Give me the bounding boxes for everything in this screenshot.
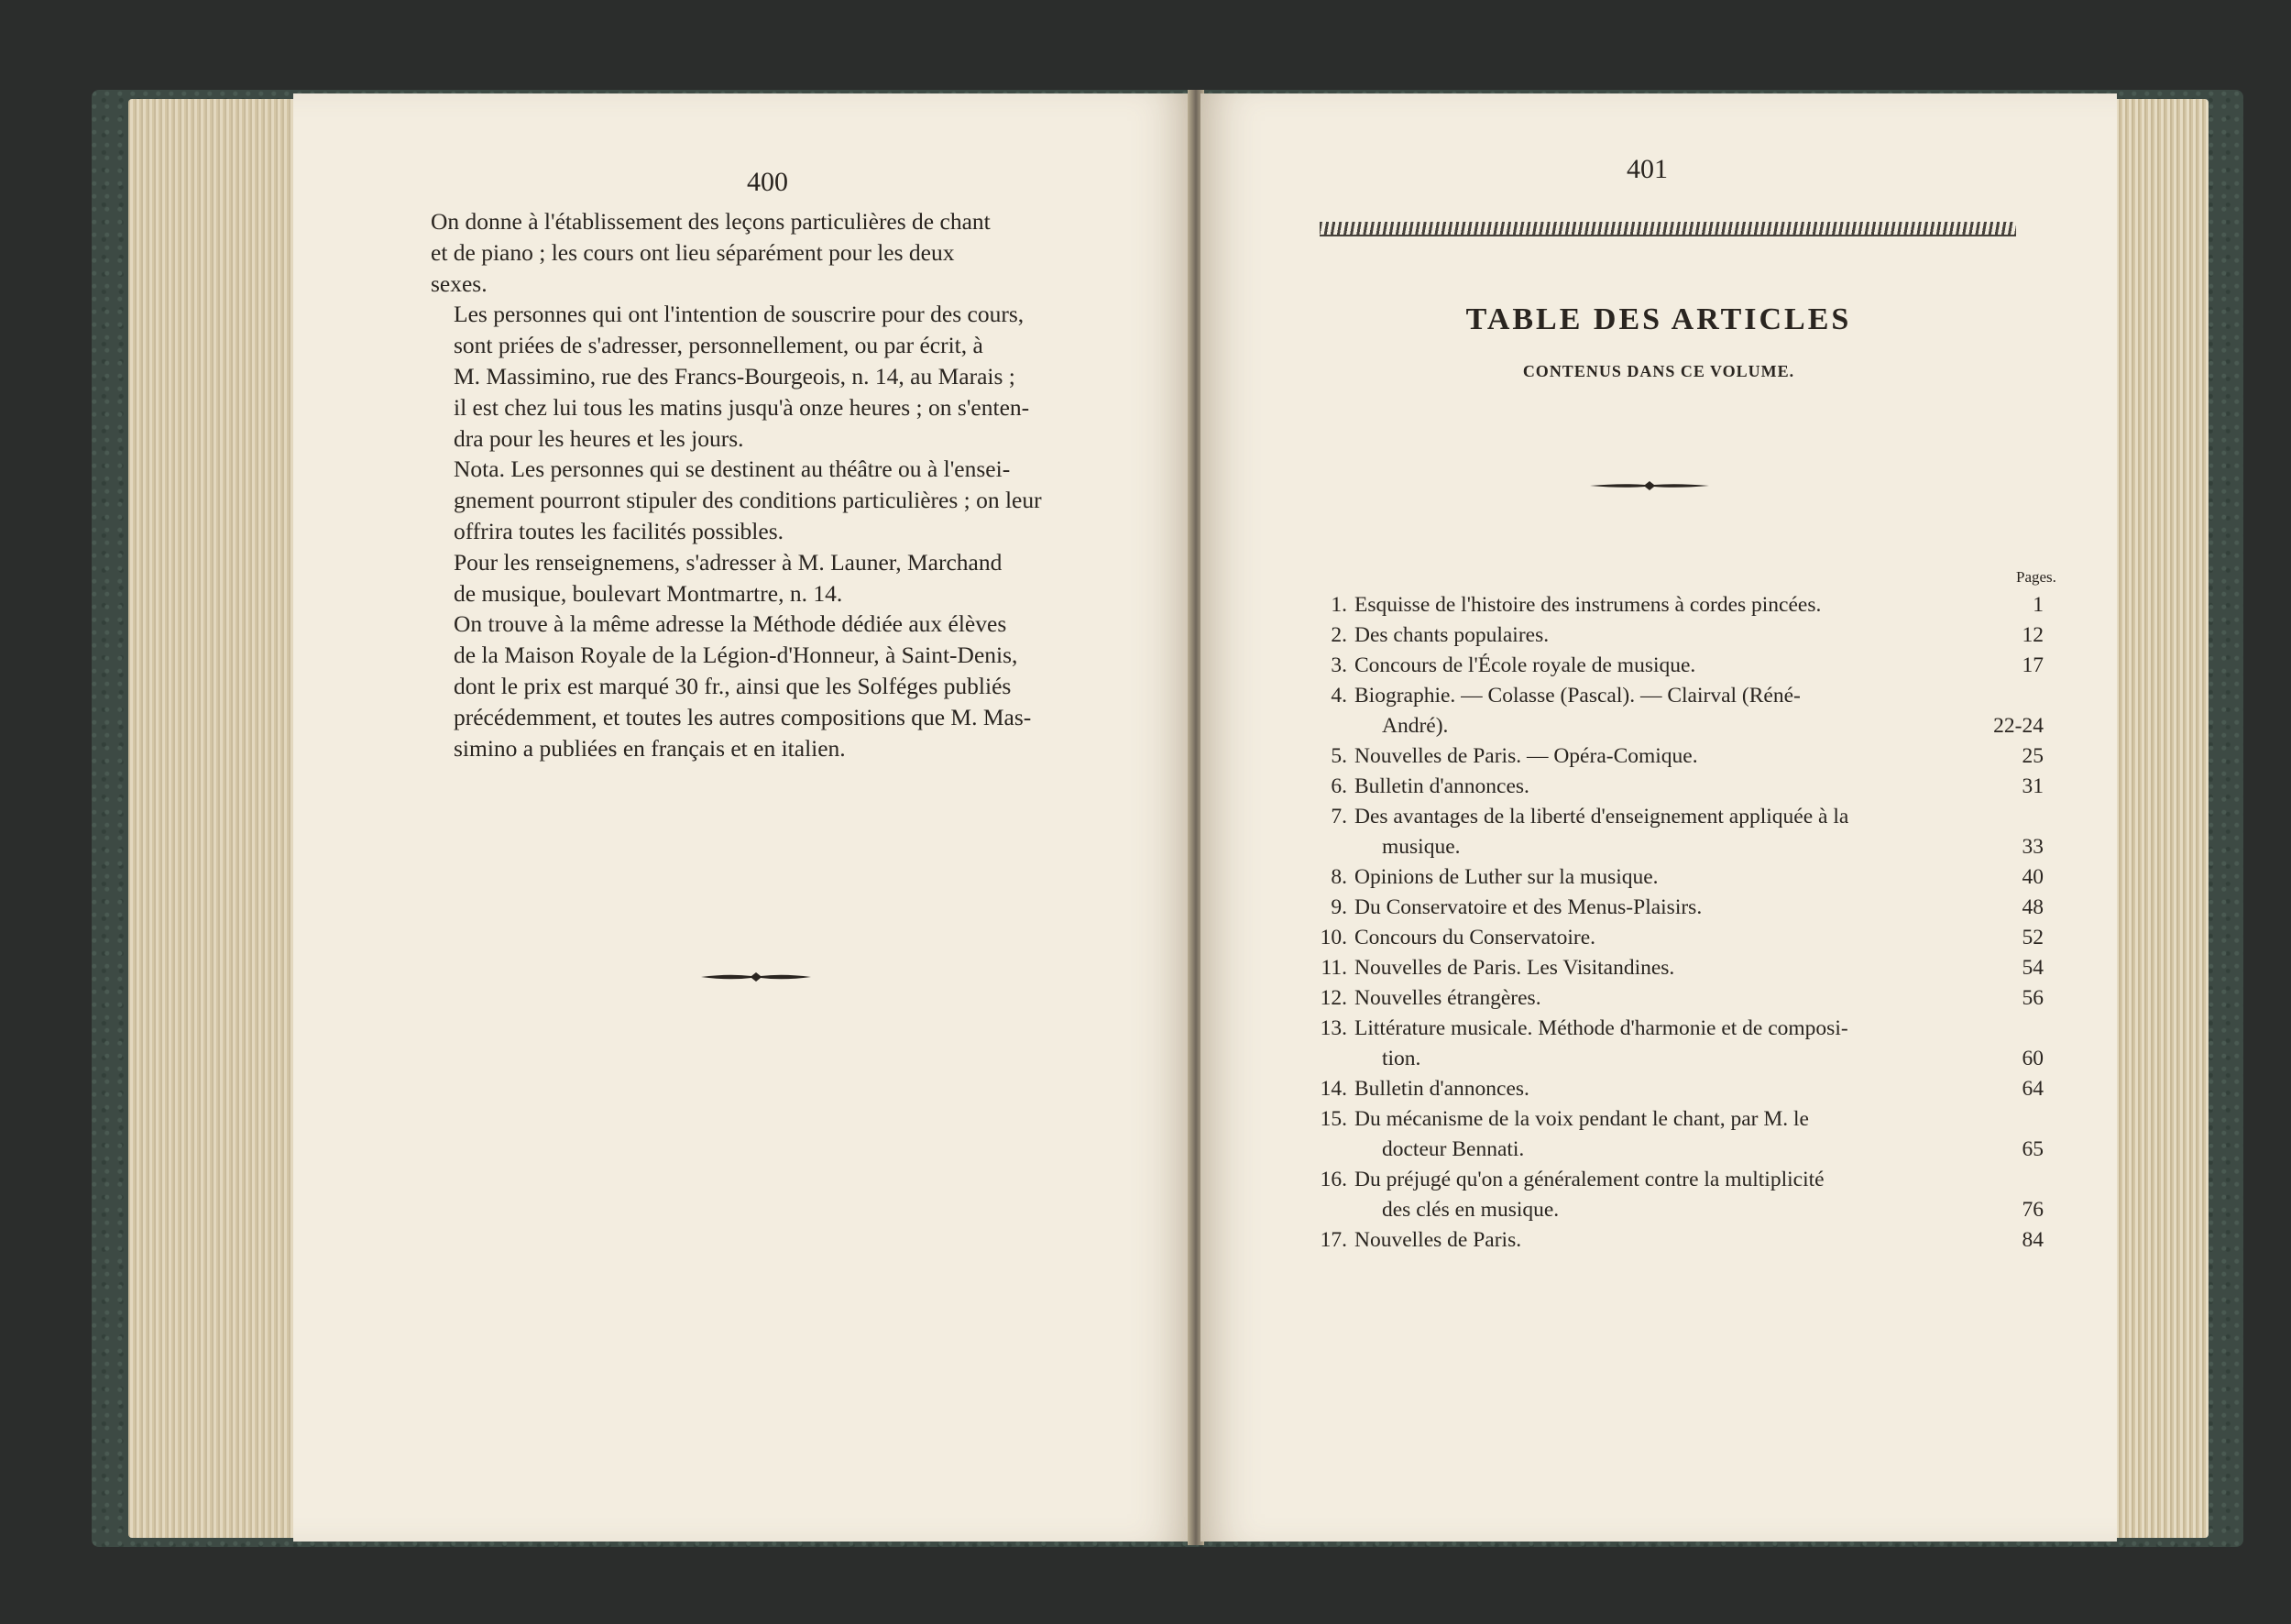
ornament-divider-left [701, 971, 811, 982]
toc-entry-line: Esquisse de l'histoire des instrumens à cordes pincées. [1354, 593, 1822, 617]
toc-entry-line: Concours du Conservatoire. [1354, 926, 1596, 949]
paragraph-1 [431, 206, 1118, 299]
toc-title: TABLE DES ARTICLES [1465, 302, 1852, 336]
toc-entry-page: 22-24 [1993, 714, 2044, 738]
wavy-rule [1320, 222, 2016, 236]
toc-entry-title [1354, 741, 2034, 772]
toc-entry-page: 17 [2022, 653, 2044, 677]
toc-entry-title [1354, 681, 2034, 741]
toc-entry-title [1354, 923, 2034, 953]
toc-entry [1301, 741, 2044, 772]
toc-entry-line: Opinions de Luther sur la musique. [1354, 865, 1659, 889]
toc-entry-page: 31 [2022, 774, 2044, 798]
toc-entry-page: 65 [2022, 1137, 2044, 1161]
toc-entry [1301, 983, 2044, 1014]
text-line: On donne à l'établissement des leçons particulières de chant [431, 208, 991, 235]
toc-entry-line: Du Conservatoire et des Menus-Plaisirs. [1354, 895, 1703, 919]
toc-entry-number: 17. [1320, 1228, 1347, 1252]
toc-entry [1301, 681, 2044, 741]
toc-entry [1301, 802, 2044, 862]
toc-list [1301, 590, 2044, 1256]
toc-entry-line: Littérature musicale. Méthode d'harmonie et de composi- [1354, 1016, 1848, 1040]
toc-entry-line: Biographie. — Colasse (Pascal). — Clairval (Réné- [1354, 684, 1801, 708]
ornament-divider-right [1590, 480, 1709, 491]
toc-entry-number: 6. [1331, 774, 1347, 798]
toc-entry-title [1354, 772, 2034, 802]
text-line: il est chez lui tous les matins jusqu'à onze heures ; on s'enten- [454, 393, 1030, 421]
toc-entry-page: 84 [2022, 1228, 2044, 1252]
text-line: et de piano ; les cours ont lieu séparément pour les deux [431, 238, 955, 266]
toc-entry-number: 14. [1320, 1077, 1347, 1101]
paragraph-4 [431, 547, 1118, 609]
text-line: simino a publiées en français et en italien. [454, 734, 846, 762]
toc-entry-title [1354, 862, 2034, 893]
toc-entry [1301, 1225, 2044, 1256]
toc-subtitle: CONTENUS DANS CE VOLUME. [1522, 362, 1795, 380]
toc-entry-title [1354, 802, 2034, 862]
toc-entry-line: Du préjugé qu'on a généralement contre la multiplicité [1354, 1168, 1825, 1191]
toc-entry-page: 25 [2022, 744, 2044, 768]
toc-entry-line: Bulletin d'annonces. [1354, 774, 1529, 798]
toc-entry [1301, 862, 2044, 893]
toc-entry [1301, 1074, 2044, 1104]
toc-entry [1301, 651, 2044, 681]
toc-entry-page: 40 [2022, 865, 2044, 889]
left-page [293, 93, 1191, 1542]
toc-entry-line: tion. [1382, 1047, 1421, 1070]
toc-entry-title [1354, 1104, 2034, 1165]
text-line: dont le prix est marqué 30 fr., ainsi que les Solféges publiés [454, 672, 1012, 699]
toc-entry-title [1354, 1225, 2034, 1256]
page-number-left: 400 [747, 167, 788, 197]
left-page-text [431, 206, 1118, 763]
toc-entry [1301, 893, 2044, 923]
toc-entry-title [1354, 953, 2034, 983]
text-line: offrira toutes les facilités possibles. [454, 517, 784, 544]
page-edges-left [128, 99, 298, 1538]
paragraph-5 [431, 609, 1118, 763]
toc-entry-line: Nouvelles de Paris. [1354, 1228, 1522, 1252]
toc-entry-page: 56 [2022, 986, 2044, 1010]
toc-entry-page: 60 [2022, 1047, 2044, 1070]
toc-entry-number: 16. [1320, 1168, 1347, 1191]
toc-entry-number: 11. [1321, 956, 1347, 980]
right-page [1200, 93, 2117, 1542]
text-line: de la Maison Royale de la Légion-d'Honneur, à Saint-Denis, [454, 642, 1018, 669]
toc-entry-title [1354, 1074, 2034, 1104]
paragraph-3 [431, 454, 1118, 546]
toc-entry [1301, 1104, 2044, 1165]
text-line: Pour les renseignemens, s'adresser à M. Launer, Marchand [454, 548, 1003, 576]
toc-entry-number: 7. [1331, 805, 1347, 828]
toc-entry-page: 12 [2022, 623, 2044, 647]
toc-entry [1301, 590, 2044, 620]
text-line: gnement pourront stipuler des conditions particulières ; on leur [454, 487, 1042, 514]
toc-entry-number: 4. [1331, 684, 1347, 708]
toc-entry-number: 9. [1331, 895, 1347, 919]
toc-entry-page: 52 [2022, 926, 2044, 949]
toc-entry-title [1354, 1165, 2034, 1225]
toc-entry-number: 8. [1331, 865, 1347, 889]
toc-entry [1301, 953, 2044, 983]
toc-entry-number: 13. [1320, 1016, 1347, 1040]
toc-entry [1301, 620, 2044, 651]
text-line: sexes. [431, 269, 488, 297]
toc-entry-line: musique. [1382, 835, 1461, 859]
toc-entry-number: 10. [1320, 926, 1347, 949]
text-line: de musique, boulevart Montmartre, n. 14. [454, 579, 843, 607]
toc-entry-title [1354, 620, 2034, 651]
toc-entry-page: 64 [2022, 1077, 2044, 1101]
paragraph-2 [431, 299, 1118, 454]
text-line: M. Massimino, rue des Francs-Bourgeois, n. 14, au Marais ; [454, 362, 1015, 390]
toc-entry-page: 48 [2022, 895, 2044, 919]
page-edges-right [2108, 99, 2209, 1538]
toc-entry-title [1354, 590, 2034, 620]
toc-entry-line: Nouvelles étrangères. [1354, 986, 1541, 1010]
toc-entry-line: Nouvelles de Paris. — Opéra-Comique. [1354, 744, 1698, 768]
toc-entry-title [1354, 983, 2034, 1014]
text-line: On trouve à la même adresse la Méthode dédiée aux élèves [454, 610, 1007, 638]
pages-column-label: Pages. [2016, 568, 2056, 586]
toc-entry-line: des clés en musique. [1382, 1198, 1560, 1222]
toc-entry-number: 1. [1331, 593, 1347, 617]
toc-entry-line: Bulletin d'annonces. [1354, 1077, 1529, 1101]
toc-entry-page: 1 [2033, 593, 2044, 617]
toc-entry-line: André). [1382, 714, 1449, 738]
page-number-right: 401 [1627, 154, 1668, 184]
toc-entry-number: 15. [1320, 1107, 1347, 1131]
toc-entry-number: 3. [1331, 653, 1347, 677]
toc-entry-line: Nouvelles de Paris. Les Visitandines. [1354, 956, 1675, 980]
toc-entry-title [1354, 1014, 2034, 1074]
toc-entry [1301, 923, 2044, 953]
toc-entry-title [1354, 651, 2034, 681]
toc-entry-line: docteur Bennati. [1382, 1137, 1525, 1161]
text-line: précédemment, et toutes les autres compositions que M. Mas- [454, 703, 1032, 730]
toc-entry-line: Concours de l'École royale de musique. [1354, 653, 1696, 677]
text-line: dra pour les heures et les jours. [454, 424, 744, 452]
toc-entry-page: 33 [2022, 835, 2044, 859]
toc-entry-number: 5. [1331, 744, 1347, 768]
text-line: Les personnes qui ont l'intention de souscrire pour des cours, [454, 301, 1025, 328]
toc-entry [1301, 1165, 2044, 1225]
toc-entry-page: 76 [2022, 1198, 2044, 1222]
toc-entry [1301, 772, 2044, 802]
text-line: Nota. Les personnes qui se destinent au théâtre ou à l'ensei- [454, 455, 1011, 483]
toc-entry-title [1354, 893, 2034, 923]
toc-entry [1301, 1014, 2044, 1074]
text-line: sont priées de s'adresser, personnellement, ou par écrit, à [454, 332, 983, 359]
toc-entry-line: Des chants populaires. [1354, 623, 1550, 647]
toc-entry-line: Du mécanisme de la voix pendant le chant, par M. le [1354, 1107, 1809, 1131]
toc-entry-line: Des avantages de la liberté d'enseignement appliquée à la [1354, 805, 1849, 828]
toc-entry-page: 54 [2022, 956, 2044, 980]
toc-entry-number: 2. [1331, 623, 1347, 647]
toc-entry-number: 12. [1320, 986, 1347, 1010]
